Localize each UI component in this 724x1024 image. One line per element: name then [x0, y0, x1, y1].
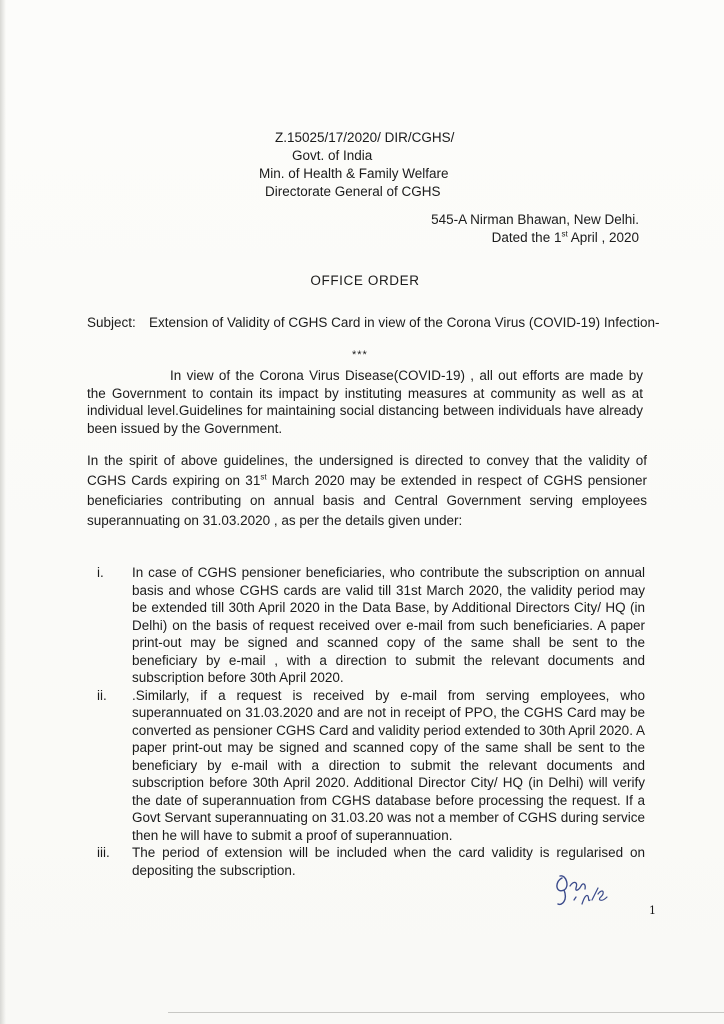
page-number: 1 [649, 904, 656, 917]
government-line: Govt. of India [292, 148, 373, 163]
date-prefix: Dated the 1 [491, 230, 562, 245]
paragraph-directive-part1: In the spirit of above guidelines, the undersigned is directed to convey that the validity of CGHS Cards expiring on 31 [87, 453, 647, 488]
paragraph-directive [87, 451, 647, 531]
list-item [97, 564, 645, 687]
list-item-text: In case of CGHS pensioner beneficiaries, who contribute the subscription on annual basis and whose CGHS cards are valid till 31st March 2020, the validity period may be extended till 30th April 2020 in the Data Base, by Additional Directors City/ HQ (in Delhi) on the basis of request received over e-mail from such beneficiaries. A paper print-out may be signed and scanned copy of the same shall be sent to the beneficiary by e-mail , with a direction to submit the relevant documents and subscription before 30th April 2020. [132, 565, 645, 685]
reference-number: Z.15025/17/2020/ DIR/CGHS/ [275, 130, 455, 145]
list-item-number: iii. [97, 845, 110, 860]
paragraph-directive-superscript: st [260, 472, 267, 482]
subject-text: Extension of Validity of CGHS Card in view of the Corona Virus (COVID-19) Infection- [149, 315, 660, 330]
letter-header [250, 129, 454, 201]
date-suffix: April , 2020 [567, 230, 639, 245]
list-item [97, 687, 645, 845]
subject-block [87, 313, 667, 332]
list-item-text: The period of extension will be included when the card validity is regularised on depositing the subscription. [132, 845, 645, 878]
document-title [0, 273, 724, 288]
scan-bottom-rule [168, 1012, 724, 1013]
title-text: OFFICE ORDER [310, 273, 420, 288]
date-superscript: st [561, 229, 568, 239]
scan-edge [0, 0, 6, 1024]
ministry-line: Min. of Health & Family Welfare [259, 166, 449, 181]
list-item-text: .Similarly, if a request is received by e-mail from serving employees, who superannuated on 31.03.2020 and are not in receipt of PPO, the CGHS Card may be converted as pensioner CGHS Card and validity period extended to 30th April 2020. A paper print-out may be signed and scanned copy of the same shall be sent to the beneficiary by e-mail with a direction to submit the relevant documents and subscription before 30th April 2020. Additional Director City/ HQ (in Delhi) will verify the date of superannuation from CGHS database before processing the request. If a Govt Servant superannuating on 31.03.20 was not a member of CGHS during service then he will have to submit a proof of superannuation. [132, 687, 645, 843]
subject-label: Subject: [87, 315, 136, 330]
separator-stars: *** [352, 349, 368, 361]
guideline-list [97, 564, 645, 879]
list-item-number: ii. [97, 687, 107, 703]
paragraph-directive-part2: March 2020 may be extended in respect of CGHS pensioner beneficiaries contributing on annual basis and Central Government serving employees superannuating on 31.03.2020 , as per the details given under: [87, 473, 648, 528]
date-line [431, 229, 639, 247]
paragraph-intro: In view of the Corona Virus Disease(COVID-19) , all out efforts are made by the Government to contain its impact by instituting measures at community as well as at individual level.Guidelines for maintaining social distancing between individuals have already been issued by the Government. [87, 368, 643, 436]
address-block [431, 211, 639, 247]
list-item-number: i. [97, 565, 104, 580]
address-location: 545-A Nirman Bhawan, New Delhi. [431, 212, 639, 227]
directorate-line: Directorate General of CGHS [265, 184, 441, 199]
handwritten-signature [548, 860, 628, 920]
